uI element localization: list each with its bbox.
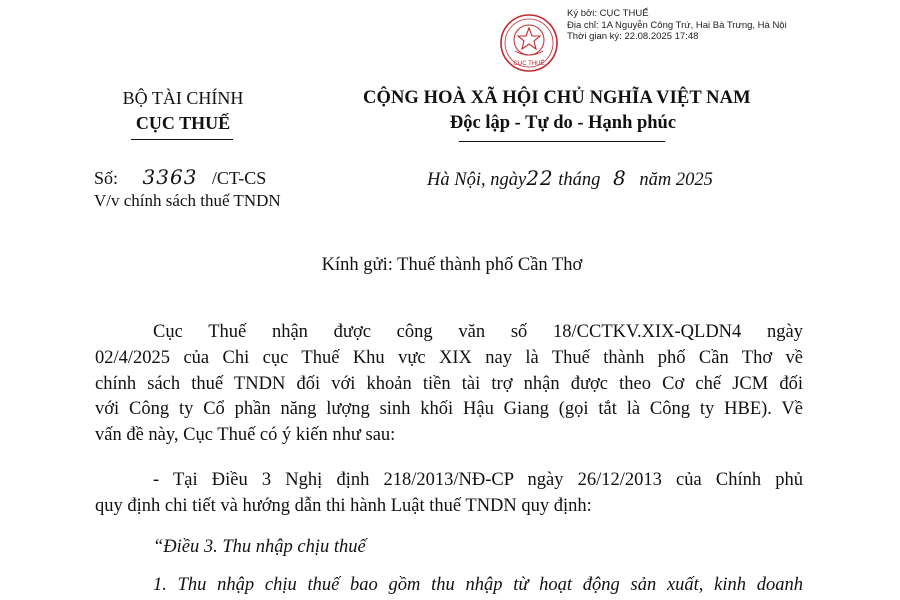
paragraph-line: chính sách thuế TNDN đối với khoản tiền tài trợ nhận được theo Cơ chế JCM đối	[95, 373, 803, 394]
paragraph-line: vấn đề này, Cục Thuế có ý kiến như sau:	[95, 425, 396, 446]
body-paragraph-1	[95, 320, 803, 449]
paragraph-line: 1. Thu nhập chịu thuế bao gồm thu nhập từ hoạt động sản xuất, kinh doanh	[153, 575, 803, 595]
place-date	[427, 166, 713, 191]
agency-underline	[131, 139, 233, 140]
quoted-article-title: “Điều 3. Thu nhập chịu thuế	[153, 537, 366, 557]
ministry-name: BỘ TÀI CHÍNH	[122, 88, 244, 108]
national-motto: Độc lập - Tự do - Hạnh phúc	[449, 113, 677, 133]
paragraph-line: 02/4/2025 của Chi cục Thuế Khu vực XIX nay là Thuế thành phố Cần Thơ về	[95, 347, 803, 368]
signed-by: Ký bởi: CỤC THUẾ	[567, 8, 649, 19]
date-month: 8	[613, 166, 627, 190]
digital-signature-info	[567, 8, 787, 43]
number-value: 3363	[142, 165, 198, 189]
body-paragraph-2	[95, 468, 803, 520]
signed-time: Thời gian ký: 22.08.2025 17:48	[567, 31, 699, 42]
official-seal-icon	[499, 13, 559, 73]
signer-address: Địa chỉ: 1A Nguyễn Công Trứ, Hai Bà Trưng, Hà Nội	[567, 19, 787, 31]
document-number	[94, 165, 266, 189]
motto-underline	[459, 141, 665, 142]
recipient-line: Kính gửi: Thuế thành phố Cần Thơ	[321, 255, 583, 275]
agency-name: CỤC THUẾ	[135, 113, 231, 133]
document-subject: V/v chính sách thuế TNDN	[94, 191, 281, 210]
number-suffix: /CT-CS	[211, 168, 267, 188]
paragraph-line: - Tại Điều 3 Nghị định 218/2013/NĐ-CP ngày 26/12/2013 của Chính phủ	[153, 470, 803, 490]
paragraph-line: với Công ty Cổ phần năng lượng sinh khối Hậu Giang (gọi tắt là Công ty HBE). Về	[95, 399, 803, 420]
month-label: tháng	[558, 170, 601, 190]
paragraph-line: Cục Thuế nhận được công văn số 18/CCTKV.XIX-QLDN4 ngày	[153, 322, 803, 342]
number-label: Số:	[94, 168, 119, 188]
paragraph-line: quy định chi tiết và hướng dẫn thi hành Luật thuế TNDN quy định:	[95, 495, 592, 516]
year-label: năm 2025	[639, 170, 713, 190]
place-prefix: Hà Nội, ngày	[427, 170, 527, 190]
seal-text: CỤC THUẾ	[513, 61, 545, 67]
quoted-clause	[95, 573, 803, 599]
date-day: 22	[526, 166, 554, 190]
national-title: CỘNG HOÀ XÃ HỘI CHỦ NGHĨA VIỆT NAM	[363, 88, 751, 108]
